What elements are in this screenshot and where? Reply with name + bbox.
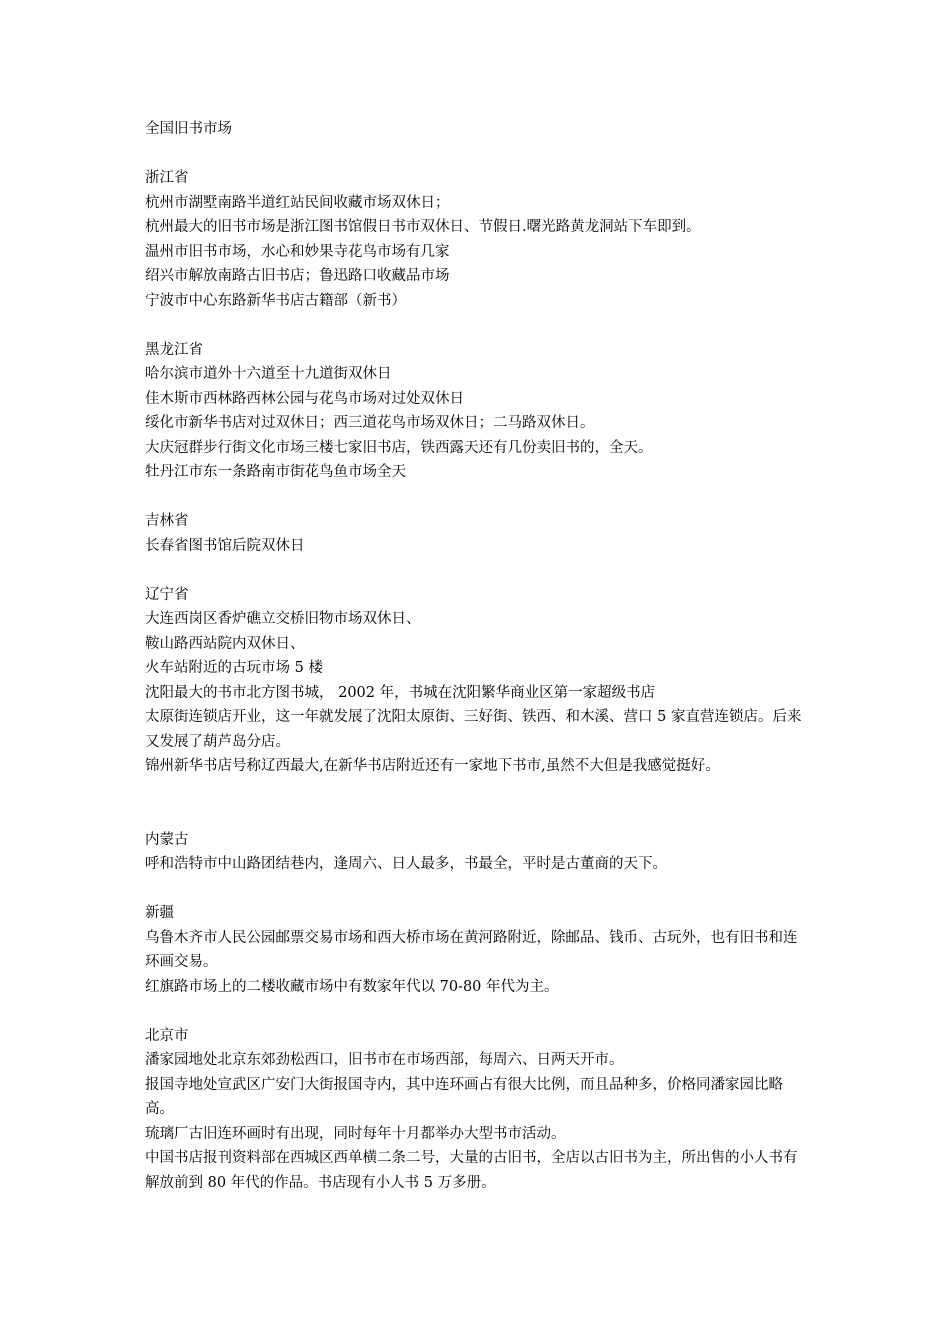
market-entry: 宁波市中心东路新华书店古籍部（新书） [145, 292, 406, 309]
spacer [145, 485, 810, 510]
section-heading-jilin: 吉林省 [145, 513, 189, 529]
market-entry: 火车站附近的古玩市场 5 楼 [145, 660, 323, 676]
market-entry: 绍兴市解放南路古旧书店；鲁迅路口收藏品市场 [145, 268, 450, 284]
market-entry: 牡丹江市东一条路南市街花鸟鱼市场全天 [145, 464, 406, 480]
document-page [145, 117, 810, 1195]
spacer [145, 779, 810, 828]
spacer [145, 999, 810, 1024]
section-heading-beijing: 北京市 [145, 1027, 189, 1044]
document-title: 全国旧书市场 [145, 121, 232, 137]
section-heading-heilongjiang: 黑龙江省 [145, 341, 203, 358]
market-entry: 红旗路市场上的二楼收藏市场中有数家年代以 70-80 年代为主。 [145, 978, 559, 995]
market-entry: 太原街连锁店开业，这一年就发展了沈阳太原街、三好街、铁西、和木溪、营口 5 家直营连锁店。后来又发展了葫芦岛分店。 [145, 709, 802, 750]
market-entry: 潘家园地处北京东郊劲松西口，旧书市在市场西部，每周六、日两天开市。 [145, 1052, 624, 1068]
market-entry: 杭州市湖墅南路半道红站民间收藏市场双休日； [145, 194, 450, 211]
market-entry: 大连西岗区香炉礁立交桥旧物市场双休日、 [145, 611, 421, 627]
spacer [145, 877, 810, 902]
market-entry: 佳木斯市西林路西林公园与花鸟市场对过处双休日 [145, 390, 464, 407]
section-heading-inner-mongolia: 内蒙古 [145, 831, 189, 848]
market-entry: 大庆冠群步行街文化市场三楼七家旧书店，铁西露天还有几份卖旧书的，全天。 [145, 439, 653, 456]
market-entry: 温州市旧书市场，水心和妙果寺花鸟市场有几家 [145, 243, 450, 260]
market-entry: 绥化市新华书店对过双休日；西三道花鸟市场双休日；二马路双休日。 [145, 415, 595, 431]
market-entry: 中国书店报刊资料部在西城区西单横二条二号，大量的古旧书，全店以古旧书为主，所出售的小人书有解放前到 80 年代的作品。书店现有小人书 5 万多册。 [145, 1150, 798, 1191]
section-heading-zhejiang: 浙江省 [145, 170, 189, 186]
market-entry: 鞍山路西站院内双休日、 [145, 635, 305, 652]
market-entry: 哈尔滨市道外十六道至十九道街双休日 [145, 366, 392, 382]
section-heading-xinjiang: 新疆 [145, 905, 174, 921]
spacer [145, 313, 810, 338]
market-entry: 乌鲁木齐市人民公园邮票交易市场和西大桥市场在黄河路附近，除邮品、钱币、古玩外，也有旧书和连环画交易。 [145, 929, 798, 970]
market-entry: 杭州最大的旧书市场是浙江图书馆假日书市双休日、节假日.曙光路黄龙洞站下车即到。 [145, 219, 701, 235]
market-entry: 长春省图书馆后院双休日 [145, 537, 305, 554]
spacer [145, 558, 810, 583]
spacer [145, 142, 810, 167]
market-entry: 呼和浩特市中山路团结巷内，逢周六、日人最多，书最全，平时是古董商的天下。 [145, 856, 667, 872]
market-entry: 琉璃厂古旧连环画时有出现，同时每年十月都举办大型书市活动。 [145, 1125, 566, 1142]
section-heading-liaoning: 辽宁省 [145, 586, 189, 603]
market-entry: 报国寺地处宣武区广安门大街报国寺内，其中连环画占有很大比例，而且品种多，价格同潘家园比略高。 [145, 1076, 783, 1117]
market-entry: 锦州新华书店号称辽西最大,在新华书店附近还有一家地下书市,虽然不大但是我感觉挺好。 [145, 758, 720, 774]
market-entry: 沈阳最大的书市北方图书城， 2002 年，书城在沈阳繁华商业区第一家超级书店 [145, 684, 656, 701]
